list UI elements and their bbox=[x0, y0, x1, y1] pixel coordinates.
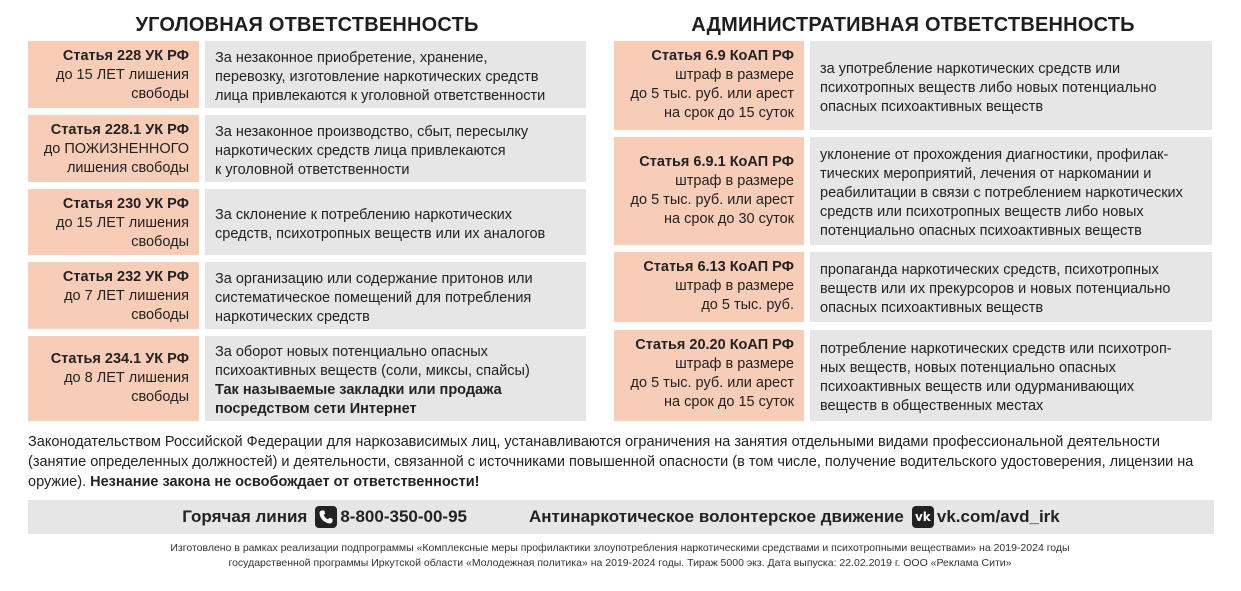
description-text: За склонение к потреблению наркотических средств, психотропных веществ или их аналогов bbox=[215, 206, 546, 242]
article-cell bbox=[28, 189, 199, 255]
article-title: Статья 6.9.1 КоАП РФ bbox=[639, 154, 794, 170]
description-cell bbox=[810, 41, 1212, 130]
imprint-line: Изготовлено в рамках реализации подпрограммы «Комплексные меры профилактики злоупотребления наркотическими средствами и психотропными веществами» на 2019-2024 годы bbox=[170, 542, 1070, 554]
article-penalty: до 8 ЛЕТ лишения свободы bbox=[64, 370, 189, 405]
article-title: Статья 6.13 КоАП РФ bbox=[643, 259, 794, 275]
article-cell bbox=[28, 41, 199, 108]
article-title: Статья 234.1 УК РФ bbox=[50, 351, 189, 367]
article-title: Статья 228 УК РФ bbox=[62, 48, 189, 64]
administrative-row bbox=[614, 330, 1212, 421]
article-cell bbox=[28, 115, 199, 182]
article-title: Статья 230 УК РФ bbox=[62, 196, 189, 212]
vk-link[interactable]: vk.com/avd_irk bbox=[936, 507, 1060, 526]
article-cell bbox=[28, 336, 199, 421]
hotline-phone[interactable]: 8-800-350-00-95 bbox=[340, 507, 467, 526]
description-text: за употребление наркотических средств или психотропных веществ либо новых потенциально опасных психоактивных веществ bbox=[820, 60, 1157, 115]
description-cell bbox=[810, 252, 1212, 322]
description-text: За оборот новых потенциально опасных психоактивных веществ (соли, миксы, спайсы) bbox=[215, 344, 530, 379]
description-cell bbox=[205, 41, 586, 108]
article-penalty: до 15 ЛЕТ лишения свободы bbox=[56, 67, 189, 102]
criminal-row bbox=[28, 189, 586, 255]
criminal-row bbox=[28, 336, 586, 421]
criminal-liability-heading: УГОЛОВНАЯ ОТВЕТСТВЕННОСТЬ bbox=[135, 14, 479, 36]
vk-icon: vk bbox=[912, 506, 934, 528]
article-cell bbox=[614, 137, 804, 245]
article-title: Статья 228.1 УК РФ bbox=[50, 122, 189, 138]
description-cell bbox=[205, 189, 586, 255]
article-title: Статья 6.9 КоАП РФ bbox=[651, 48, 794, 64]
description-text: уклонение от прохождения диагностики, профилак- тических мероприятий, лечения от наркомании и реабилитации в связи с потреблением наркотических средств или психотропных веществ либо новых потенциально опасных психоактивных веществ bbox=[820, 147, 1183, 239]
article-title: Статья 20.20 КоАП РФ bbox=[635, 337, 794, 353]
article-penalty: до ПОЖИЗНЕННОГО лишения свободы bbox=[43, 141, 189, 176]
article-penalty: штраф в размере до 5 тыс. руб. или арест на срок до 15 суток bbox=[630, 356, 794, 410]
description-highlight: Так называемые закладки или продажа посредством сети Интернет bbox=[215, 382, 502, 417]
description-text: За незаконное приобретение, хранение, перевозку, изготовление наркотических средств лица привлекаются к уголовной ответственности bbox=[215, 49, 546, 104]
article-penalty: штраф в размере до 5 тыс. руб. или арест на срок до 30 суток bbox=[630, 173, 794, 227]
imprint bbox=[40, 541, 1200, 571]
article-cell bbox=[614, 330, 804, 421]
criminal-row bbox=[28, 41, 586, 108]
imprint-line: государственной программы Иркутской области «Молодежная политика» на 2019-2024 годы. Тираж 5000 экз. Дата выпуска: 22.02.2019 г. ООО «Реклама Сити» bbox=[228, 557, 1012, 569]
movement-group bbox=[529, 506, 1060, 528]
article-penalty: до 15 ЛЕТ лишения свободы bbox=[56, 215, 189, 250]
legal-notice-warning: Незнание закона не освобождает от ответственности! bbox=[90, 474, 480, 490]
article-penalty: штраф в размере до 5 тыс. руб. bbox=[675, 278, 794, 313]
administrative-row bbox=[614, 137, 1212, 245]
hotline-group bbox=[182, 506, 467, 528]
description-cell bbox=[205, 115, 586, 182]
criminal-row bbox=[28, 262, 586, 329]
description-cell bbox=[205, 336, 586, 421]
description-text: потребление наркотических средств или психотроп- ных веществ, новых потенциально опасных психоактивных веществ или одурманивающих веществ в общественных местах bbox=[820, 341, 1172, 414]
article-cell bbox=[614, 41, 804, 130]
criminal-row bbox=[28, 115, 586, 182]
description-cell bbox=[205, 262, 586, 329]
description-text: За организацию или содержание притонов или систематическое помещений для потребления наркотических средств bbox=[215, 270, 533, 325]
description-cell bbox=[810, 330, 1212, 421]
hotline-label: Горячая линия bbox=[182, 507, 308, 526]
legal-notice bbox=[28, 432, 1218, 492]
article-penalty: до 7 ЛЕТ лишения свободы bbox=[64, 288, 189, 323]
description-text: пропаганда наркотических средств, психотропных веществ или их прекурсоров и новых потенциально опасных психоактивных веществ bbox=[820, 262, 1171, 316]
phone-icon bbox=[315, 506, 337, 528]
article-cell bbox=[28, 262, 199, 329]
legal-notice-text: Законодательством Российской Федерации для наркозависимых лиц, устанавливаются ограничения на занятия отдельными видами профессиональной деятельности (занятие определенных должностей) и деятельности, связанной с источниками повышенной опасности (в том числе, получение водительского удостоверения, лицензии на оружие). bbox=[28, 434, 1194, 490]
article-penalty: штраф в размере до 5 тыс. руб. или арест на срок до 15 суток bbox=[630, 67, 794, 121]
movement-label: Антинаркотическое волонтерское движение bbox=[529, 507, 904, 526]
administrative-row bbox=[614, 252, 1212, 322]
hotline-bar bbox=[28, 500, 1214, 534]
description-cell bbox=[810, 137, 1212, 245]
article-title: Статья 232 УК РФ bbox=[62, 269, 189, 285]
article-cell bbox=[614, 252, 804, 322]
administrative-liability-heading: АДМИНИСТРАТИВНАЯ ОТВЕТСТВЕННОСТЬ bbox=[691, 14, 1135, 36]
description-text: За незаконное производство, сбыт, пересылку наркотических средств лица привлекаются к уголовной ответственности bbox=[215, 123, 529, 178]
administrative-row bbox=[614, 41, 1212, 130]
